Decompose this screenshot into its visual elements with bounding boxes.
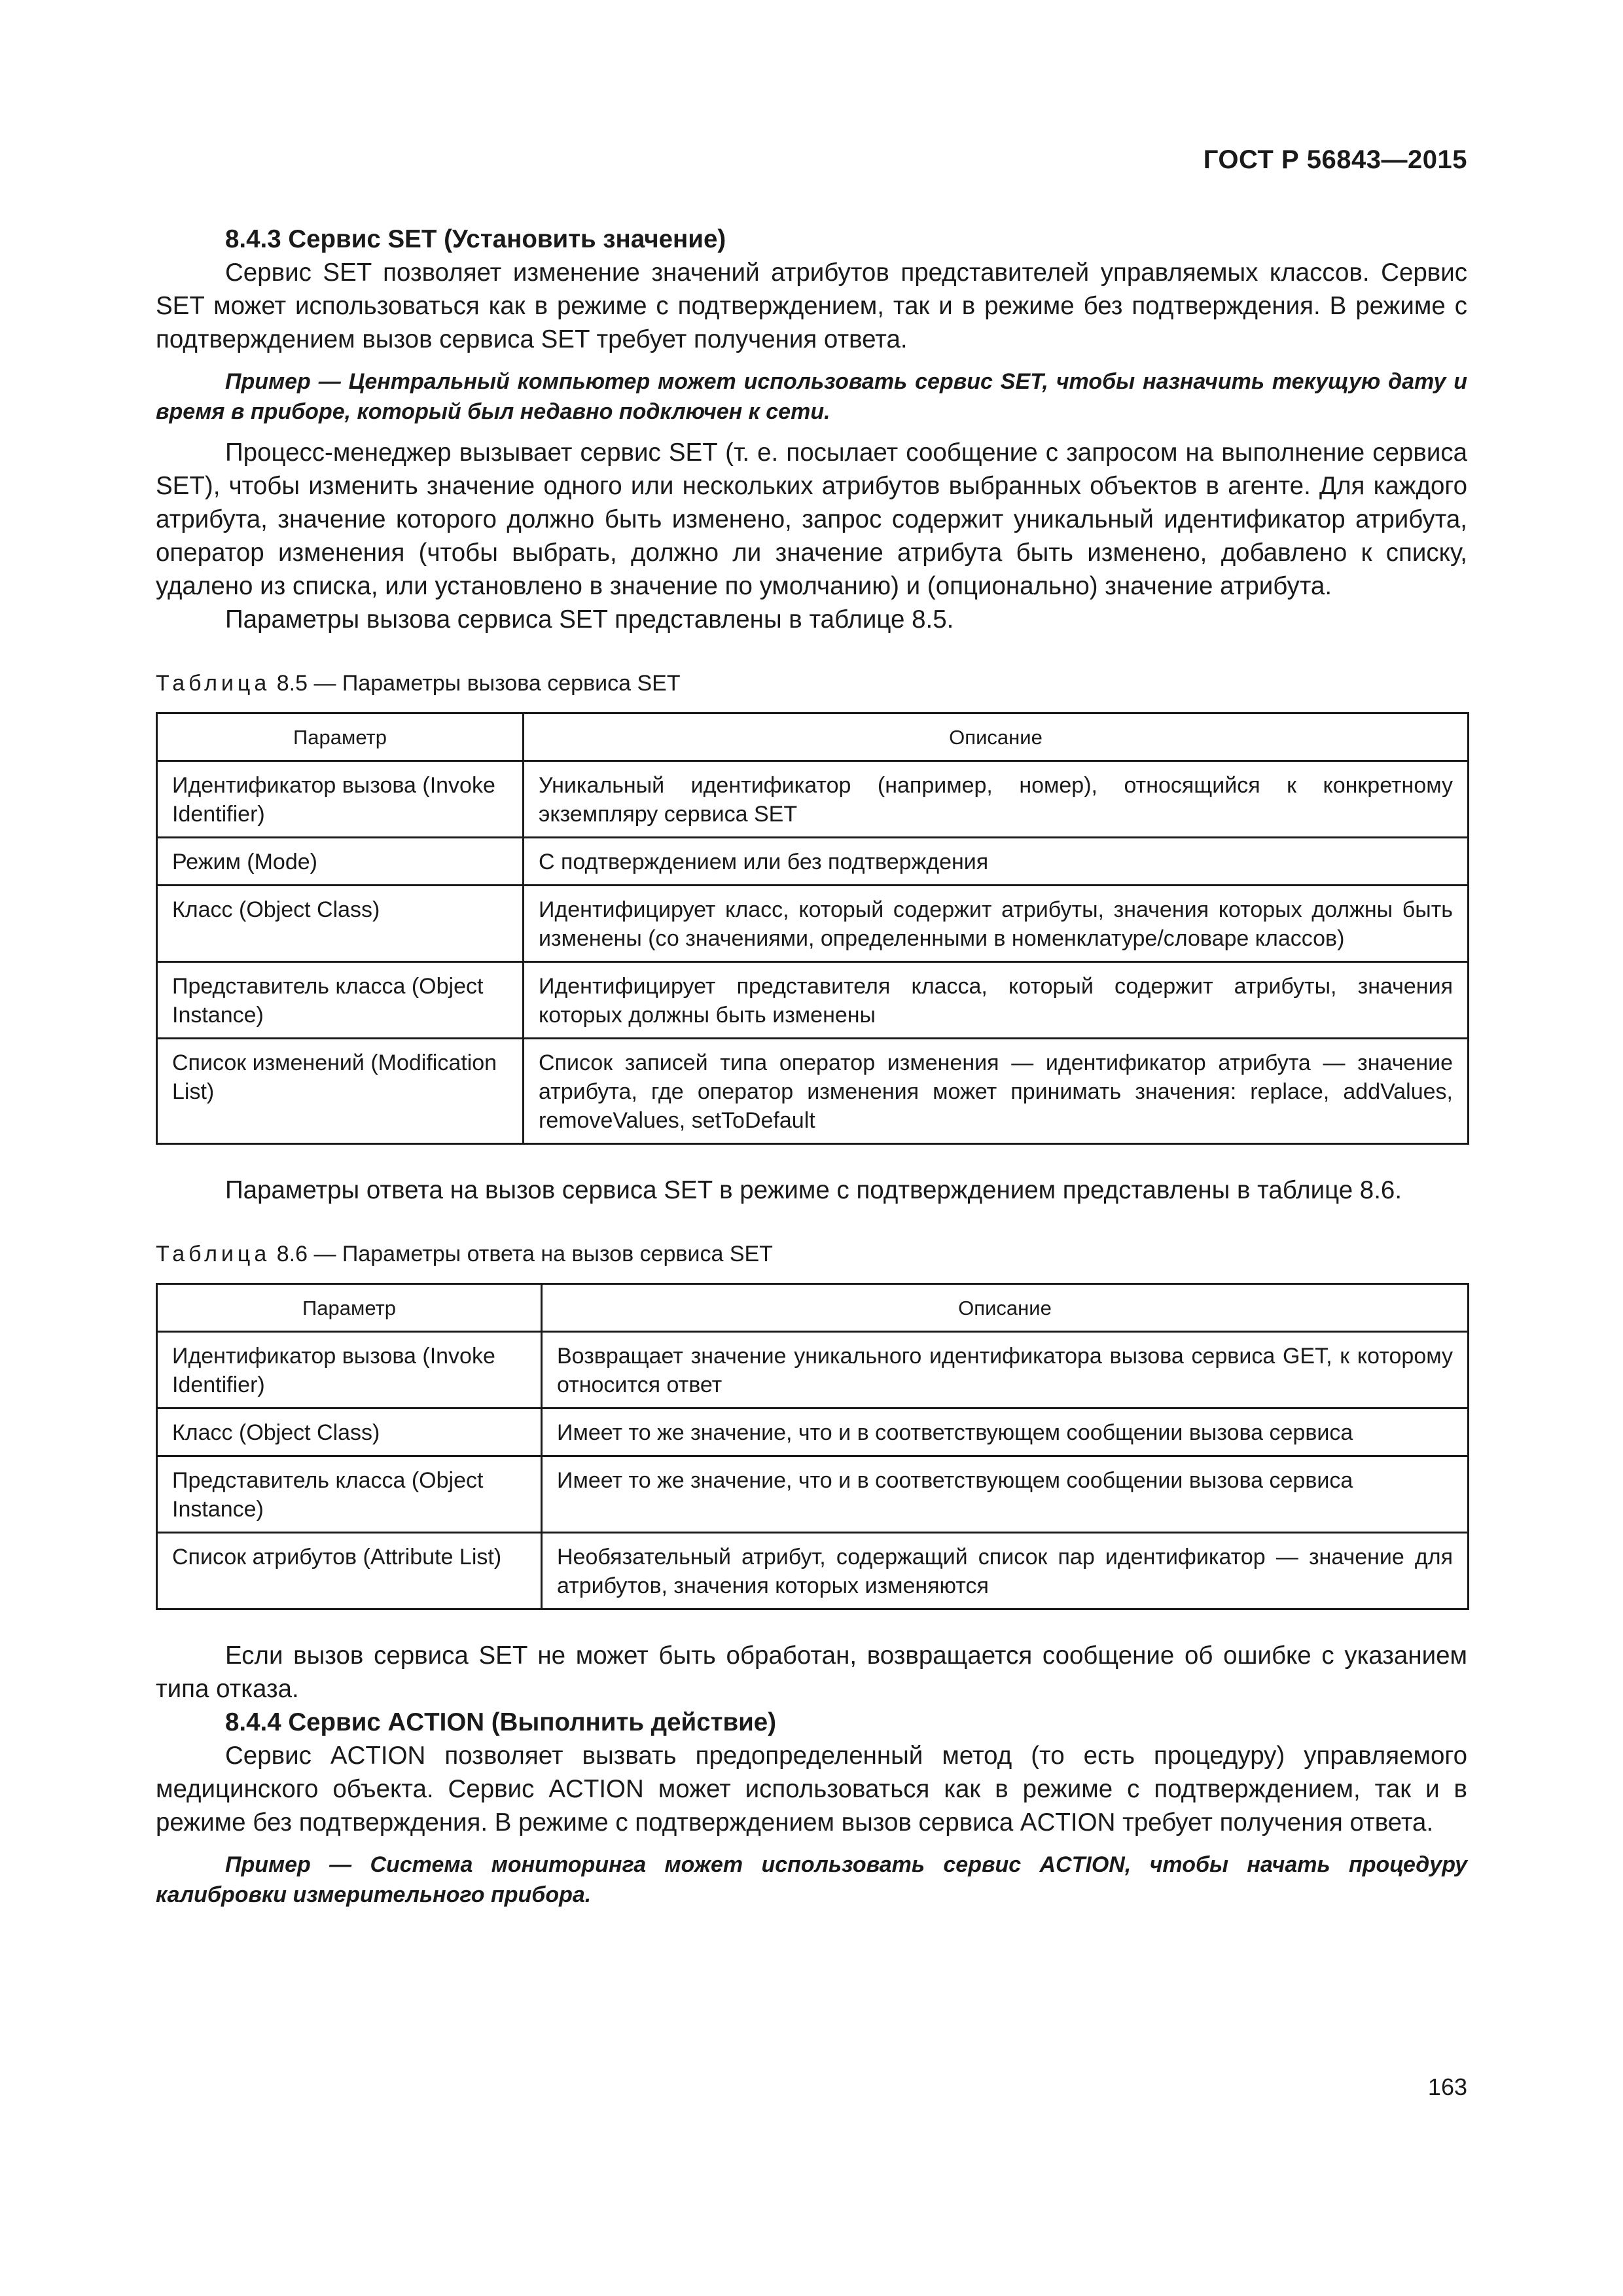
table-header-row xyxy=(157,1284,1469,1332)
table-row xyxy=(157,886,1469,962)
description-cell: Возвращает значение уникального идентификатора вызова сервиса GET, к которому относится ответ xyxy=(542,1332,1469,1408)
section-8-4-3-paragraph-3: Параметры вызова сервиса SET представлены в таблице 8.5. xyxy=(225,605,954,634)
description-cell: Идентифицирует представителя класса, который содержит атрибуты, значения которых должны быть изменены xyxy=(524,962,1469,1039)
page-content xyxy=(156,223,1467,1919)
table-8-5 xyxy=(156,712,1469,1145)
table-row xyxy=(157,838,1469,886)
description-cell: Уникальный идентификатор (например, номер), относящийся к конкретному экземпляру сервиса SET xyxy=(524,761,1469,838)
column-header-description: Описание xyxy=(542,1284,1469,1332)
section-8-4-3-heading: 8.4.3 Сервис SET (Установить значение) xyxy=(225,225,726,253)
table-8-6-intro-paragraph: Параметры ответа на вызов сервиса SET в режиме с подтверждением представлены в таблице 8.6. xyxy=(225,1176,1402,1204)
description-cell: Идентифицирует класс, который содержит атрибуты, значения которых должны быть изменены (со значениями, определенными в номенклатуре/словаре классов) xyxy=(524,886,1469,962)
description-cell: Имеет то же значение, что и в соответствующем сообщении вызова сервиса xyxy=(542,1456,1469,1533)
parameter-cell: Представитель класса (Object Instance) xyxy=(157,1456,542,1533)
description-cell: Список записей типа оператор изменения — идентификатор атрибута — значение атрибута, где оператор изменения может принимать значения: replace, addValues, removeValues, setToDefault xyxy=(524,1039,1469,1144)
table-row xyxy=(157,1332,1469,1408)
parameter-cell: Список атрибутов (Attribute List) xyxy=(157,1533,542,1609)
page-number: 163 xyxy=(1427,2073,1467,2100)
table-row xyxy=(157,962,1469,1039)
parameter-cell: Идентификатор вызова (Invoke Identifier) xyxy=(157,761,524,838)
table-8-6 xyxy=(156,1283,1469,1610)
table-8-5-caption xyxy=(156,669,1467,698)
parameter-cell: Представитель класса (Object Instance) xyxy=(157,962,524,1039)
parameter-cell: Режим (Mode) xyxy=(157,838,524,886)
parameter-cell: Список изменений (Modification List) xyxy=(157,1039,524,1144)
parameter-cell: Класс (Object Class) xyxy=(157,886,524,962)
section-8-4-3-example-note: Пример — Центральный компьютер может использовать сервис SET, чтобы назначить текущую дату и время в приборе, который был недавно подключен к сети. xyxy=(156,369,1467,424)
table-8-5-caption-word: Таблица xyxy=(156,671,271,696)
section-8-4-4-example-note: Пример — Система мониторинга может использовать сервис ACTION, чтобы начать процедуру калибровки измерительного прибора. xyxy=(156,1852,1467,1907)
table-8-6-caption-title: 8.6 — Параметры ответа на вызов сервиса SET xyxy=(270,1242,773,1266)
section-8-4-3-paragraph-1: Сервис SET позволяет изменение значений атрибутов представителей управляемых классов. Сервис SET может использоваться как в режиме с подтверждением, так и в режиме без подтверждения. В режиме с подтверждением вызов сервиса SET требует получения ответа. xyxy=(156,259,1467,353)
standard-designation: ГОСТ Р 56843—2015 xyxy=(1203,145,1467,174)
section-8-4-4-paragraph-1: Сервис ACTION позволяет вызвать предопределенный метод (то есть процедуру) управляемого медицинского объекта. Сервис ACTION может использоваться как в режиме с подтверждением, так и в режиме без подтверждения. В режиме с подтверждением вызов сервиса ACTION требует получения ответа. xyxy=(156,1742,1467,1837)
description-cell: Имеет то же значение, что и в соответствующем сообщении вызова сервиса xyxy=(542,1408,1469,1456)
table-8-6-caption xyxy=(156,1240,1467,1268)
column-header-description: Описание xyxy=(524,713,1469,761)
parameter-cell: Идентификатор вызова (Invoke Identifier) xyxy=(157,1332,542,1408)
section-8-4-3-paragraph-2: Процесс-менеджер вызывает сервис SET (т. е. посылает сообщение с запросом на выполнение сервиса SET), чтобы изменить значение одного или нескольких атрибутов выбранных объектов в агенте. Для каждого атрибута, значение которого должно быть изменено, запрос содержит уникальный идентификатор атрибута, оператор изменения (чтобы выбрать, должно ли значение атрибута быть изменено, добавлено к списку, удалено из списка, или установлено в значение по умолчанию) и (опционально) значение атрибута. xyxy=(156,439,1467,600)
description-cell: Необязательный атрибут, содержащий список пар идентификатор — значение для атрибутов, значения которых изменяются xyxy=(542,1533,1469,1609)
table-8-5-caption-title: 8.5 — Параметры вызова сервиса SET xyxy=(270,671,681,696)
description-cell: С подтверждением или без подтверждения xyxy=(524,838,1469,886)
table-row xyxy=(157,1408,1469,1456)
column-header-parameter: Параметр xyxy=(157,713,524,761)
parameter-cell: Класс (Object Class) xyxy=(157,1408,542,1456)
table-header-row xyxy=(157,713,1469,761)
table-row xyxy=(157,761,1469,838)
table-row xyxy=(157,1456,1469,1533)
column-header-parameter: Параметр xyxy=(157,1284,542,1332)
section-8-4-4-heading: 8.4.4 Сервис ACTION (Выполнить действие) xyxy=(225,1708,777,1736)
error-handling-paragraph: Если вызов сервиса SET не может быть обработан, возвращается сообщение об ошибке с указанием типа отказа. xyxy=(156,1641,1467,1703)
table-8-6-caption-word: Таблица xyxy=(156,1242,271,1266)
table-row xyxy=(157,1039,1469,1144)
table-row xyxy=(157,1533,1469,1609)
